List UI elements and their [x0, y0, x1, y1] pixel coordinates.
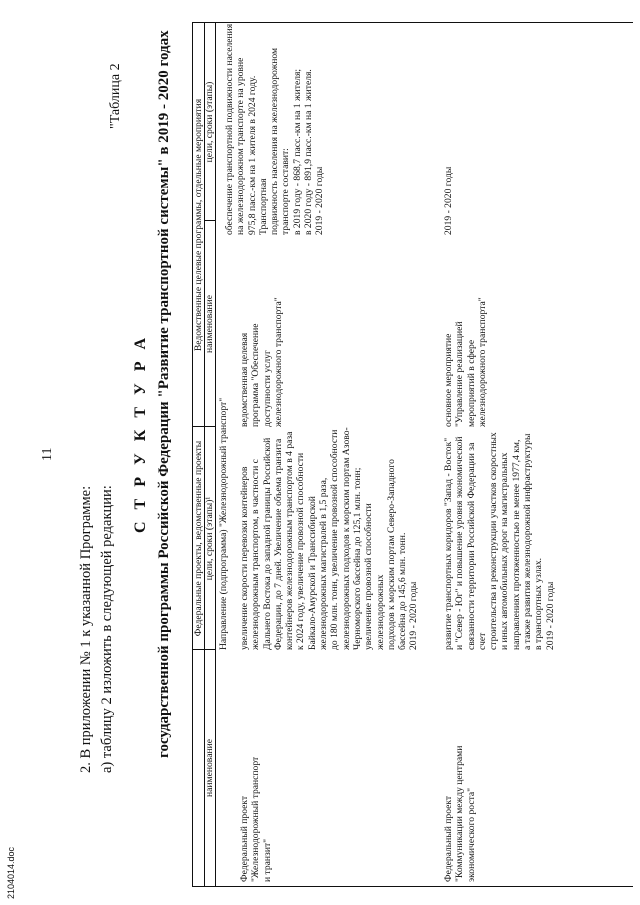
file-name-label: 2104014.doc [6, 846, 16, 899]
document-subheading: государственной программы Российской Федерации "Развитие транспортной системы" в 2019 - 2020 годах [156, 30, 172, 758]
row1-departmental-name: ведомственная целевая программа "Обеспечение доступности услуг железнодорожного транспорта" [239, 297, 284, 427]
page-number: 11 [40, 447, 55, 461]
row2-departmental-name: основное мероприятие "Управление реализацией мероприятий в сфере железнодорожного транспорта" [443, 297, 488, 427]
header-name-col: наименование [204, 739, 215, 797]
row2-federal-name: Федеральный проект "Коммуникации между центрами экономического роста" [443, 745, 477, 882]
structure-table [192, 22, 633, 887]
header-goals-col-2: цели, сроки (этапы) [204, 81, 215, 163]
row2-departmental-goals: 2019 - 2020 годы [443, 166, 454, 235]
row1-federal-goals: увеличение скорости перевозки контейнеров железнодорожным транспортом, в частности с Дальнего Востока до западной границы Российской Федерации, до 7 дней. Увеличение объема транзита контейнеров железнодорожным транспортом в 4 раза к 2024 году, увеличение провозной способности Байкало-Амурской и Транссибирской железнодорожных магистралей в 1,5 раза, до 180 млн. тонн, увеличение провозной способности железнодорожных подходов к морским портам Азово- Черноморского бассейна до 125,1 млн. тонн; увеличение провозной способности железнодорожных подходов к морским портам Северо-Западного бассейна до 145,6 млн. тонн. 2019 - 2020 годы [239, 427, 420, 650]
row1-departmental-goals: обеспечение транспортной подвижности населения на железнодорожном транспорте на уровне 975,8 пасс.-км на 1 жителя в 2024 году. Транспортная подвижность населения на железнодорожном транспорте составит: в 2019 году - 868,7 пасс.-км на 1 жителя; в 2020 году - 891,9 пасс.-км на 1 жителя. 2019 - 2020 годы [224, 23, 326, 235]
row2-federal-goals: развитие транспортных коридоров "Запад - Восток" и "Север - Юг" и повышение уровня экономической связанности территории Российской Федерации за счет строительства и реконструкции участков скоростных и иных автомобильных дорог на магистральных направлениях протяженностью не менее 1977,4 км, а также развития железнодорожной инфраструктуры в транспортных узлах. 2019 - 2020 годы [443, 432, 556, 650]
header-federal-projects: Федеральные проекты, ведомственные проекты [193, 440, 204, 637]
header-goals-col: цели, сроки (этапы)¹ [204, 496, 215, 581]
header-departmental-programs: Ведомственные целевые программы, отдельные мероприятия [193, 98, 204, 352]
intro-paragraph-2: а) таблицу 2 изложить в следующей редакции: [99, 485, 115, 773]
section-title: Направление (подпрограмма) "Железнодорожный транспорт" [218, 397, 229, 650]
document-heading: С Т Р У К Т У Р А [132, 333, 149, 533]
row1-federal-name: Федеральный проект "Железнодорожный транспорт и транзит" [239, 756, 273, 882]
header-name-col-2: наименование [204, 295, 215, 353]
table-number-label: "Таблица 2 [108, 63, 123, 129]
intro-paragraph-1: 2. В приложении № 1 к указанной Программе: [78, 485, 94, 773]
